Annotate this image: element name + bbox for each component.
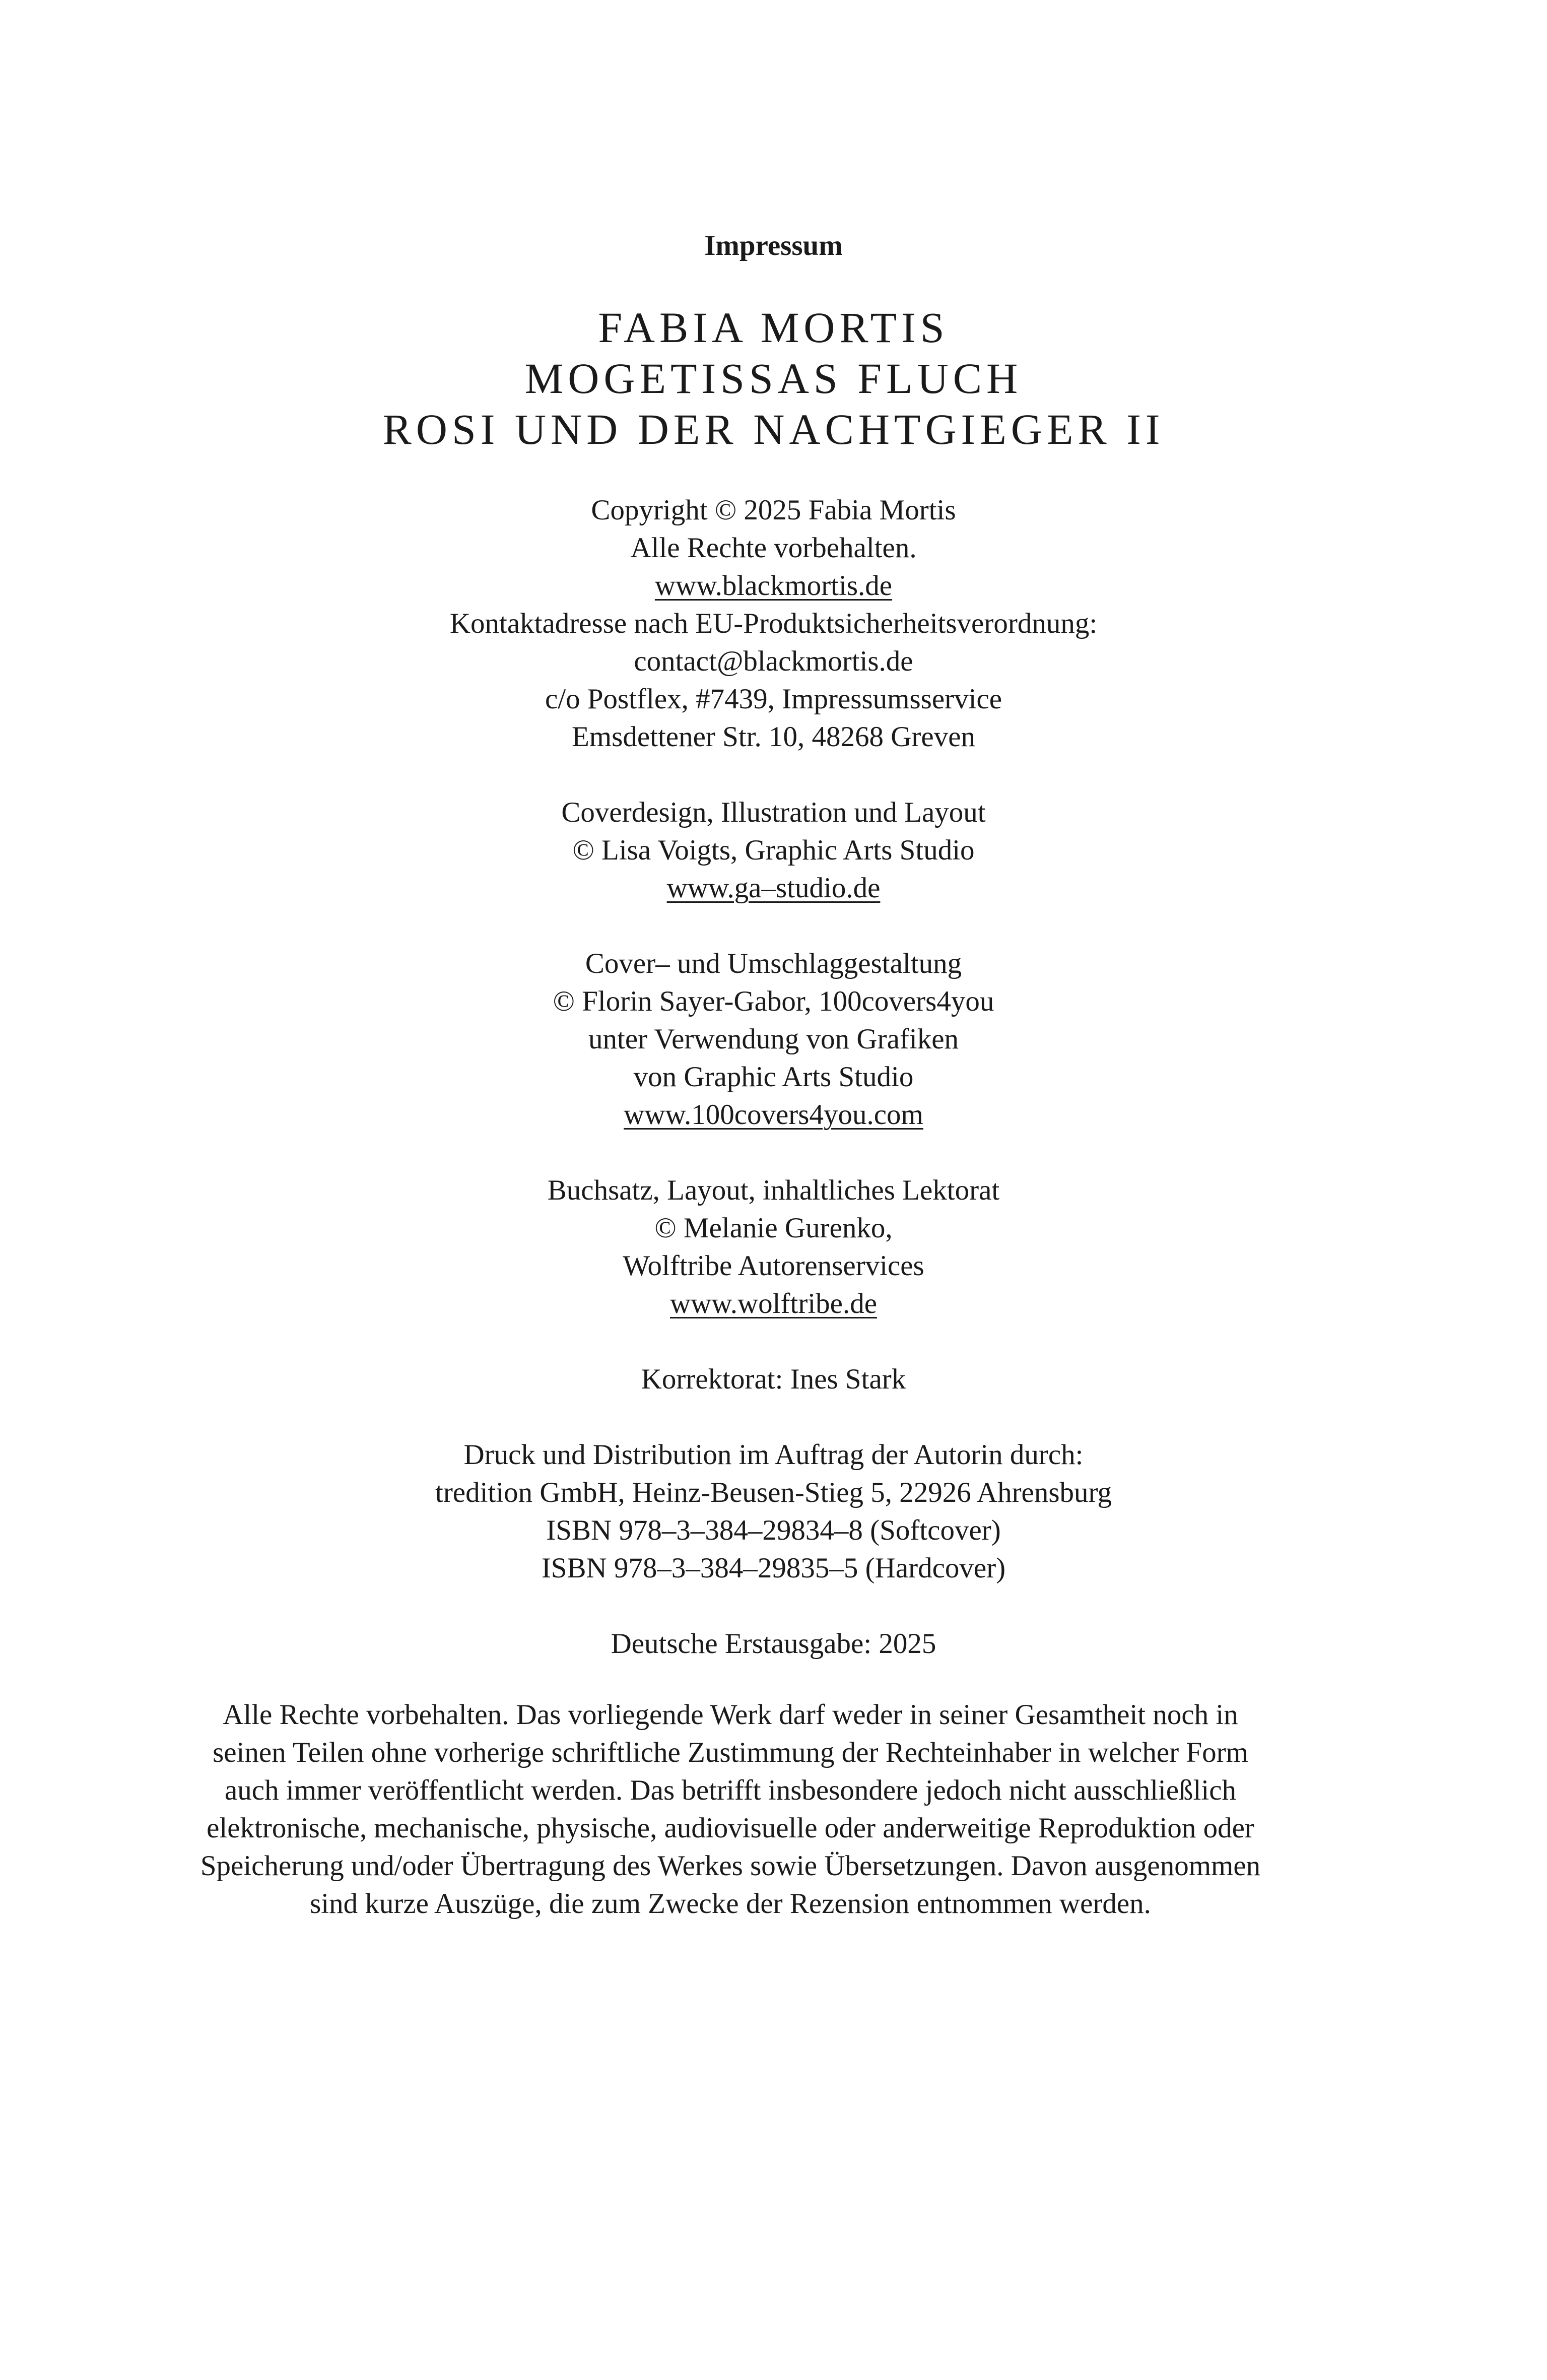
cover-layout-line-3: unter Verwendung von Grafiken <box>588 1023 959 1055</box>
rights-paragraph: Alle Rechte vorbehalten. Das vorliegende Werk darf weder in seiner Gesamtheit noch in seinen Teilen ohne vorherige schriftliche Zustimmung der Rechteinhaber in welcher Form auch immer veröffentlicht werden. Das betrifft insbesondere jedoch nicht ausschließlich elektronische, mechanische, physische, audiovisuelle oder anderweitige Reproduktion oder Speicherung und/oder Übertragung des Werkes sowie Übersetzungen. Davon ausgenommen sind kurze Auszüge, die zum Zwecke der Rezension entnommen werden. <box>200 1699 1261 1920</box>
cover-design-line-1: Coverdesign, Illustration und Layout <box>561 797 986 828</box>
contact-label: Kontaktadresse nach EU-Produktsicherheitsverordnung: <box>449 608 1098 639</box>
copyright-line: Copyright © 2025 Fabia Mortis <box>591 494 956 526</box>
wolftribe-link[interactable]: www.wolftribe.de <box>669 1288 878 1319</box>
contact-email: contact@blackmortis.de <box>634 645 913 677</box>
cover-layout-line-1: Cover– und Umschlaggestaltung <box>585 948 962 979</box>
title-subtitle: ROSI UND DER NACHTGIEGER II <box>382 405 1165 453</box>
credits-section <box>0 491 1547 1663</box>
typesetting-line-1: Buchsatz, Layout, inhaltliches Lektorat <box>547 1174 1000 1206</box>
typesetting-line-2: © Melanie Gurenko, <box>654 1212 893 1244</box>
author-website-link[interactable]: www.blackmortis.de <box>654 570 893 602</box>
typesetting-line-3: Wolftribe Autorenservices <box>623 1250 924 1282</box>
printing-line-1: Druck und Distribution im Auftrag der Autorin durch: <box>463 1439 1084 1471</box>
isbn-hardcover: ISBN 978–3–384–29835–5 (Hardcover) <box>541 1552 1006 1584</box>
title-main: MOGETISSAS FLUCH <box>524 354 1023 403</box>
edition-line: Deutsche Erstausgabe: 2025 <box>611 1628 936 1660</box>
title-author: FABIA MORTIS <box>598 303 949 352</box>
printing-line-2: tredition GmbH, Heinz-Beusen-Stieg 5, 22926 Ahrensburg <box>435 1477 1112 1508</box>
page-heading: Impressum <box>704 230 843 261</box>
rights-reserved-line: Alle Rechte vorbehalten. <box>630 532 917 564</box>
proofreading-line: Korrektorat: Ines Stark <box>641 1363 906 1395</box>
address-line-2: Emsdettener Str. 10, 48268 Greven <box>571 721 975 753</box>
address-line-1: c/o Postflex, #7439, Impressumsservice <box>545 683 1002 715</box>
cover-layout-line-2: © Florin Sayer-Gabor, 100covers4you <box>553 985 994 1017</box>
cover-layout-line-4: von Graphic Arts Studio <box>633 1061 914 1093</box>
book-title <box>0 302 1547 455</box>
cover-design-line-2: © Lisa Voigts, Graphic Arts Studio <box>572 834 975 866</box>
ga-studio-link[interactable]: www.ga–studio.de <box>666 872 881 904</box>
covers4you-link[interactable]: www.100covers4you.com <box>624 1099 923 1131</box>
isbn-softcover: ISBN 978–3–384–29834–8 (Softcover) <box>546 1514 1001 1546</box>
